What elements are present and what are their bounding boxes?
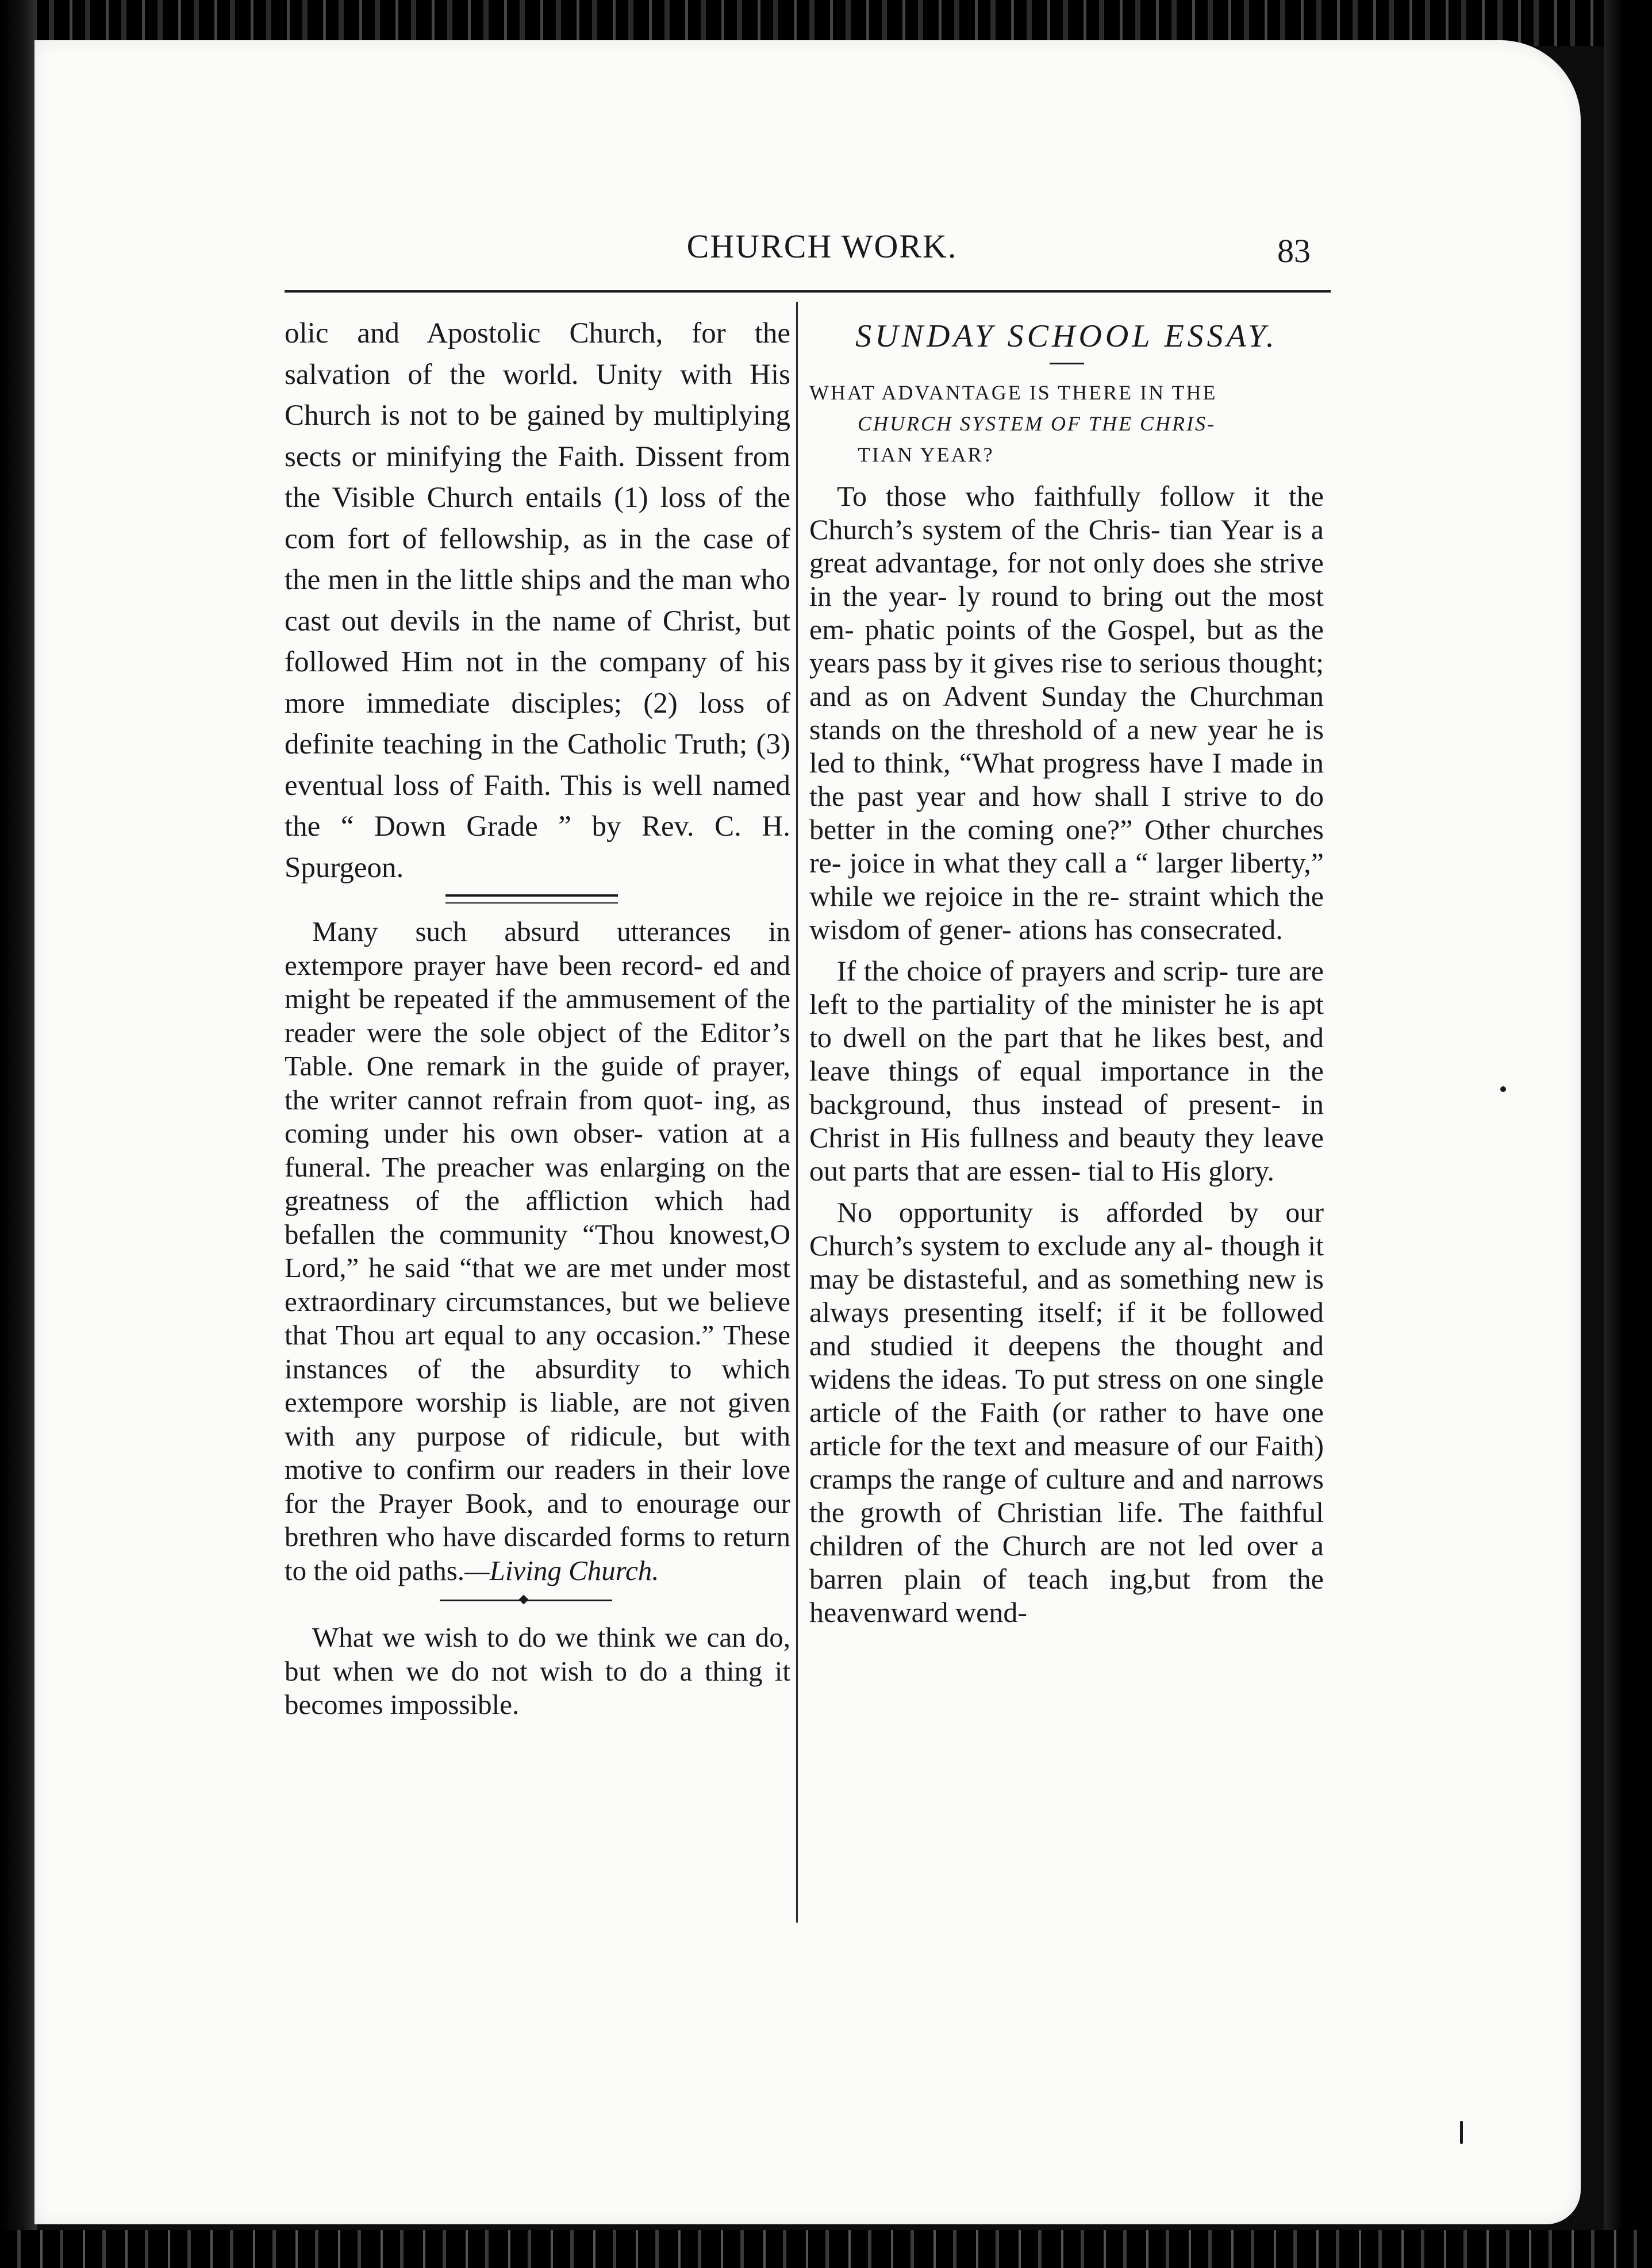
essay-title-dash [1050,363,1084,364]
scan-edge-top [0,0,1652,46]
right-paragraph-2: If the choice of prayers and scrip- ture are left to the partiality of the minister he is apt to dwell on the part that he likes best, and leave things of equal importance in the background, thus instead of present- in Christ in His fullness and beauty they leave out parts that are essen- tial to His glory. [809,955,1324,1187]
question-line-3: TIAN YEAR? [858,443,994,466]
left-column [285,313,790,1722]
scan-speck [1460,2121,1463,2144]
header-rule [285,290,1331,293]
left-paragraph-2-text: Many such absurd utterances in extempore prayer have been record- ed and might be repeated if the ammusement of the reader were the sole object of the Editor’s Table. One remark in the guide of prayer, the writer cannot refrain from quot- ing, as coming under his own obser- vation at a funeral. The preacher was enlarging on the greatness of the affliction which had befallen the community “Thou knowest,O Lord,” he said “that we are met under most extraordinary circumstances, but we believe that Thou art equal to any occasion.” These instances of the absurdity to which extempore worship is liable, are not given with any purpose of ridicule, but with motive to confirm our readers in their love for the Prayer Book, and to enourage our brethren who have discarded forms to return to the oid paths. [285,916,790,1586]
essay-title: SUNDAY SCHOOL ESSAY. [855,318,1278,354]
right-paragraph-1: To those who faithfully follow it the Church’s system of the Chris- tian Year is a great advantage, for not only does she strive in the year- ly round to bring out the most em- phatic points of the Gospel, but as the years pass by it gives rise to serious thought; and as on Advent Sunday the Churchman stands on the threshold of a new year he is led to think, “What progress have I made in the past year and how shall I strive to do better in the coming one?” Other churches re- joice in what they call a “ larger liberty,” while we rejoice in the re- straint which the wisdom of gener- ations has consecrated. [809,480,1324,945]
essay-question [809,377,1324,470]
left-paragraph-3: What we wish to do we think we can do, but when we do not wish to do a thing it becomes impossible. [285,1621,790,1720]
paragraph-gap [809,946,1324,954]
right-paragraph-3: No opportunity is afforded by our Church’s system to exclude any al- though it may be distasteful, and as something new is always presenting itself; if it be followed and studied it deepens the thought and widens the ideas. To put stress on one single article of the Faith (or rather to have one article for the text and measure of our Faith) cramps the range of culture and and narrows the growth of Christian life. The faithful children of the Church are not led over a barren plain of teach ing,but from the heavenward wend- [809,1196,1324,1628]
scan-speck [1500,1086,1506,1092]
diamond-ornament-icon [519,1595,529,1605]
paragraph-gap [809,1187,1324,1195]
question-line-2: CHURCH SYSTEM OF THE CHRIS- [858,412,1216,435]
section-double-rule [445,894,618,904]
page-number: 83 [1277,232,1311,270]
question-line-1: WHAT ADVANTAGE IS THERE IN THE [809,381,1217,404]
scan-edge-right [1604,0,1652,2268]
scan-edge-bottom [0,2230,1652,2268]
scan-edge-left [0,0,37,2268]
running-header [282,227,1362,273]
column-divider [796,302,798,1923]
left-paragraph-2-source: —Living Church. [464,1554,659,1586]
left-paragraph-2 [285,915,790,1587]
page-sheet [34,40,1581,2224]
section-diamond-rule [440,1596,612,1605]
right-column [809,313,1324,1629]
left-paragraph-1: olic and Apostolic Church, for the salvation of the world. Unity with His Church is not to be gained by multiplying sects or minifying the Faith. Dissent from the Visible Church entails (1) loss of the com fort of fellowship, as in the case of the men in the little ships and the man who cast out devils in the name of Christ, but followed Him not in the company of his more immediate disciples; (2) loss of definite teaching in the Catholic Truth; (3) eventual loss of Faith. This is well named the “ Down Grade ” by Rev. C. H. Spurgeon. [285,317,790,884]
running-title: CHURCH WORK. [686,228,958,265]
